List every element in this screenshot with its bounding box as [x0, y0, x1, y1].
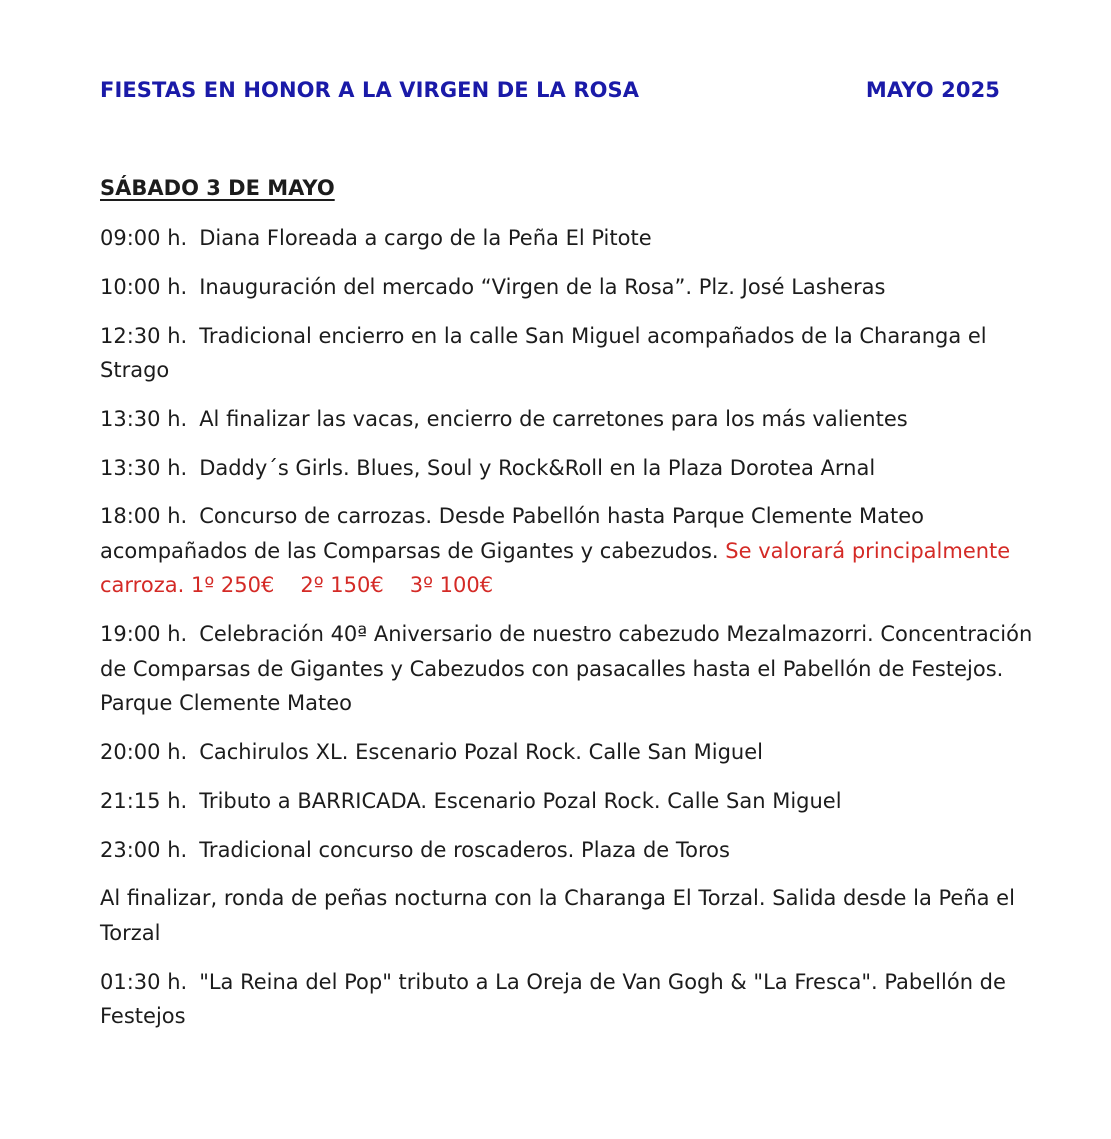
event-text: Diana Floreada a cargo de la Peña El Pitote: [199, 226, 652, 250]
event-time: 13:30 h.: [100, 455, 188, 480]
event-text: Tributo a BARRICADA. Escenario Pozal Rock. Calle San Miguel: [199, 788, 842, 813]
event-item: [100, 319, 1040, 388]
event-text: Inauguración del mercado “Virgen de la Rosa”. Plz. José Lasheras: [199, 274, 886, 299]
event-text: Celebración 40ª Aniversario de nuestro cabezudo Mezalmazorri. Concentración de Comparsas de Gigantes y Cabezudos con pasacalles hasta el Pabellón de Festejos. Parque Clemente Mateo: [100, 622, 1033, 716]
page-header: [100, 76, 1000, 106]
event-text: Tradicional concurso de roscaderos. Plaza de Toros: [199, 837, 730, 862]
event-item: [100, 833, 1040, 868]
event-item: [100, 221, 1040, 256]
event-item: [100, 617, 1040, 721]
event-time: 01:30 h.: [100, 969, 188, 994]
prize-third: 3º 100€: [409, 573, 494, 598]
event-time: 20:00 h.: [100, 740, 188, 765]
event-item: [100, 402, 1040, 437]
festival-title: FIESTAS EN HONOR A LA VIRGEN DE LA ROSA: [100, 78, 640, 102]
event-item-carrozas: [100, 499, 1040, 603]
event-time: 13:30 h.: [100, 406, 188, 431]
event-item: [100, 784, 1040, 819]
day-heading: SÁBADO 3 DE MAYO: [100, 176, 335, 200]
event-text: Daddy´s Girls. Blues, Soul y Rock&Roll en la Plaza Dorotea Arnal: [199, 455, 876, 480]
carrozas-note: Se valorará principalmente carroza.: [100, 538, 1011, 598]
festival-date: MAYO 2025: [865, 78, 1000, 102]
event-text: Al finalizar, ronda de peñas nocturna con la Charanga El Torzal. Salida desde la Peña el Torzal: [100, 886, 1015, 945]
event-text: Tradicional encierro en la calle San Miguel acompañados de la Charanga el Strago: [100, 323, 987, 383]
event-text: Cachirulos XL. Escenario Pozal Rock. Calle San Miguel: [199, 740, 763, 765]
event-time: 19:00 h.: [100, 622, 188, 647]
event-item: [100, 965, 1040, 1034]
prize-second: 2º 150€: [300, 573, 384, 598]
event-time: 18:00 h.: [100, 504, 188, 529]
event-text: Al finalizar las vacas, encierro de carretones para los más valientes: [199, 406, 908, 431]
event-item: [100, 451, 1040, 486]
event-text: Concurso de carrozas. Desde Pabellón hasta Parque Clemente Mateo acompañados de las Comparsas de Gigantes y cabezudos.: [100, 504, 924, 563]
prize-first: 1º 250€: [190, 573, 275, 598]
event-text: "La Reina del Pop" tributo a La Oreja de Van Gogh & "La Fresca". Pabellón de Festejos: [100, 969, 1006, 1029]
event-time: 12:30 h.: [100, 323, 188, 348]
event-time: 23:00 h.: [100, 837, 188, 862]
event-item-ronda: [100, 881, 1040, 950]
event-time: 21:15 h.: [100, 788, 188, 813]
event-time: 09:00 h.: [100, 226, 188, 250]
event-item: [100, 735, 1040, 770]
event-time: 10:00 h.: [100, 274, 188, 299]
event-item: [100, 270, 1040, 305]
event-list: [100, 221, 1040, 1048]
